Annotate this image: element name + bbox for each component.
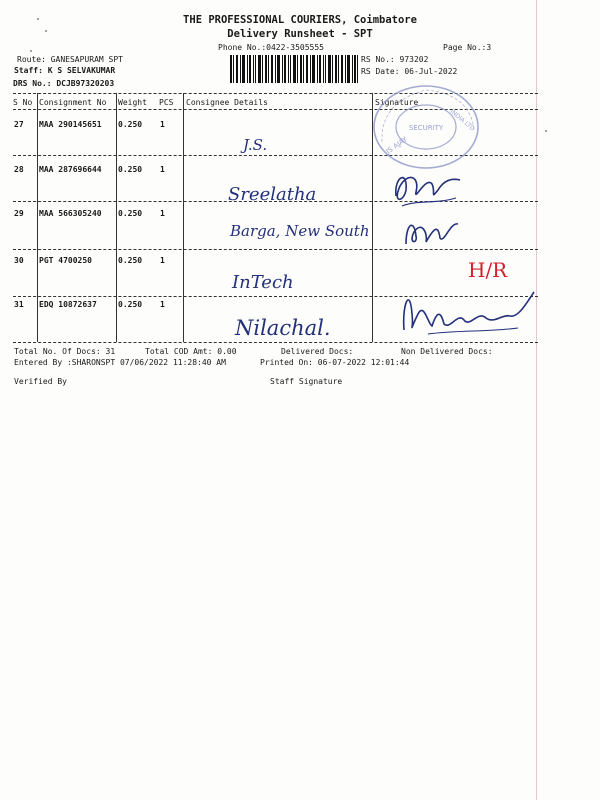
drs-number: DRS No.: DCJB97320203	[13, 79, 115, 88]
table-bottom-rule	[13, 342, 538, 343]
entered-by: Entered By :SHARONSPT 07/06/2022 11:28:40 AM	[14, 358, 226, 367]
total-docs: Total No. Of Docs: 31	[14, 347, 116, 356]
rs-number: RS No.: 973202	[361, 55, 429, 64]
scan-speck	[45, 30, 47, 32]
row-consignment: EDQ 10872637	[39, 300, 97, 309]
row-weight: 0.250	[118, 165, 143, 174]
phone-number: Phone No.:0422-3505555	[218, 43, 324, 52]
row-sno: 30	[14, 256, 24, 265]
signature-row-31	[398, 284, 538, 340]
consignee-handwriting: Barga, New South	[230, 222, 370, 240]
staff: Staff: K S SELVAKUMAR	[14, 66, 116, 75]
consignee-handwriting: Sreelatha	[228, 184, 317, 205]
row-consignment: MAA 566305240	[39, 209, 102, 218]
route: Route: GANESAPURAM SPT	[17, 55, 123, 64]
svg-text:SECURITY: SECURITY	[408, 124, 444, 132]
col-header-weight: Weight	[118, 98, 147, 107]
scan-speck	[30, 50, 32, 52]
barcode	[230, 55, 358, 83]
signature-row-28	[386, 166, 466, 210]
row-sno: 27	[14, 120, 24, 129]
document-title: Delivery Runsheet - SPT	[227, 28, 373, 40]
total-cod: Total COD Amt: 0.00	[145, 347, 237, 356]
row-weight: 0.250	[118, 209, 143, 218]
col-header-consignee: Consignee Details	[186, 98, 268, 107]
hr-mark: H/R	[468, 258, 508, 282]
page-edge-line	[536, 0, 537, 800]
col-header-signature: Signature	[375, 98, 419, 107]
row-pcs: 1	[160, 300, 165, 309]
delivered-docs: Delivered Docs:	[281, 347, 354, 356]
col-header-pcs: PCS	[159, 98, 174, 107]
staff-signature-label: Staff Signature	[270, 377, 343, 386]
row-weight: 0.250	[118, 120, 143, 129]
rs-date: RS Date: 06-Jul-2022	[361, 67, 458, 76]
page-number: Page No.:3	[443, 43, 492, 52]
non-delivered-docs: Non Delivered Docs:	[401, 347, 493, 356]
row-pcs: 1	[160, 120, 165, 129]
company-title: THE PROFESSIONAL COURIERS, Coimbatore	[183, 14, 417, 26]
scan-speck	[37, 18, 39, 20]
consignee-handwriting: InTech	[232, 272, 294, 293]
company-stamp	[370, 82, 482, 172]
row-consignment: MAA 287696644	[39, 165, 102, 174]
row-consignment: PGT 4700250	[39, 256, 92, 265]
row-weight: 0.250	[118, 300, 143, 309]
row-sno: 29	[14, 209, 24, 218]
signature-row-29	[400, 214, 470, 250]
row-consignment: MAA 290145651	[39, 120, 102, 129]
row-weight: 0.250	[118, 256, 143, 265]
verified-by: Verified By	[14, 377, 67, 386]
row-sno: 31	[14, 300, 24, 309]
row-pcs: 1	[160, 256, 165, 265]
printed-on: Printed On: 06-07-2022 12:01:44	[260, 358, 410, 367]
row-sno: 28	[14, 165, 24, 174]
svg-text:JS AJAY: JS AJAY	[384, 135, 409, 156]
consignee-handwriting: Nilachal.	[235, 316, 331, 340]
col-divider	[37, 93, 38, 342]
consignee-handwriting: J.S.	[243, 136, 268, 154]
col-divider	[116, 93, 117, 342]
col-header-sno: S No	[13, 98, 33, 107]
scan-speck	[545, 130, 547, 132]
row-pcs: 1	[160, 165, 165, 174]
svg-text:INDIA LTD: INDIA LTD	[448, 108, 476, 133]
row-pcs: 1	[160, 209, 165, 218]
col-header-consignment: Consignment No	[39, 98, 107, 107]
col-divider	[183, 93, 184, 342]
